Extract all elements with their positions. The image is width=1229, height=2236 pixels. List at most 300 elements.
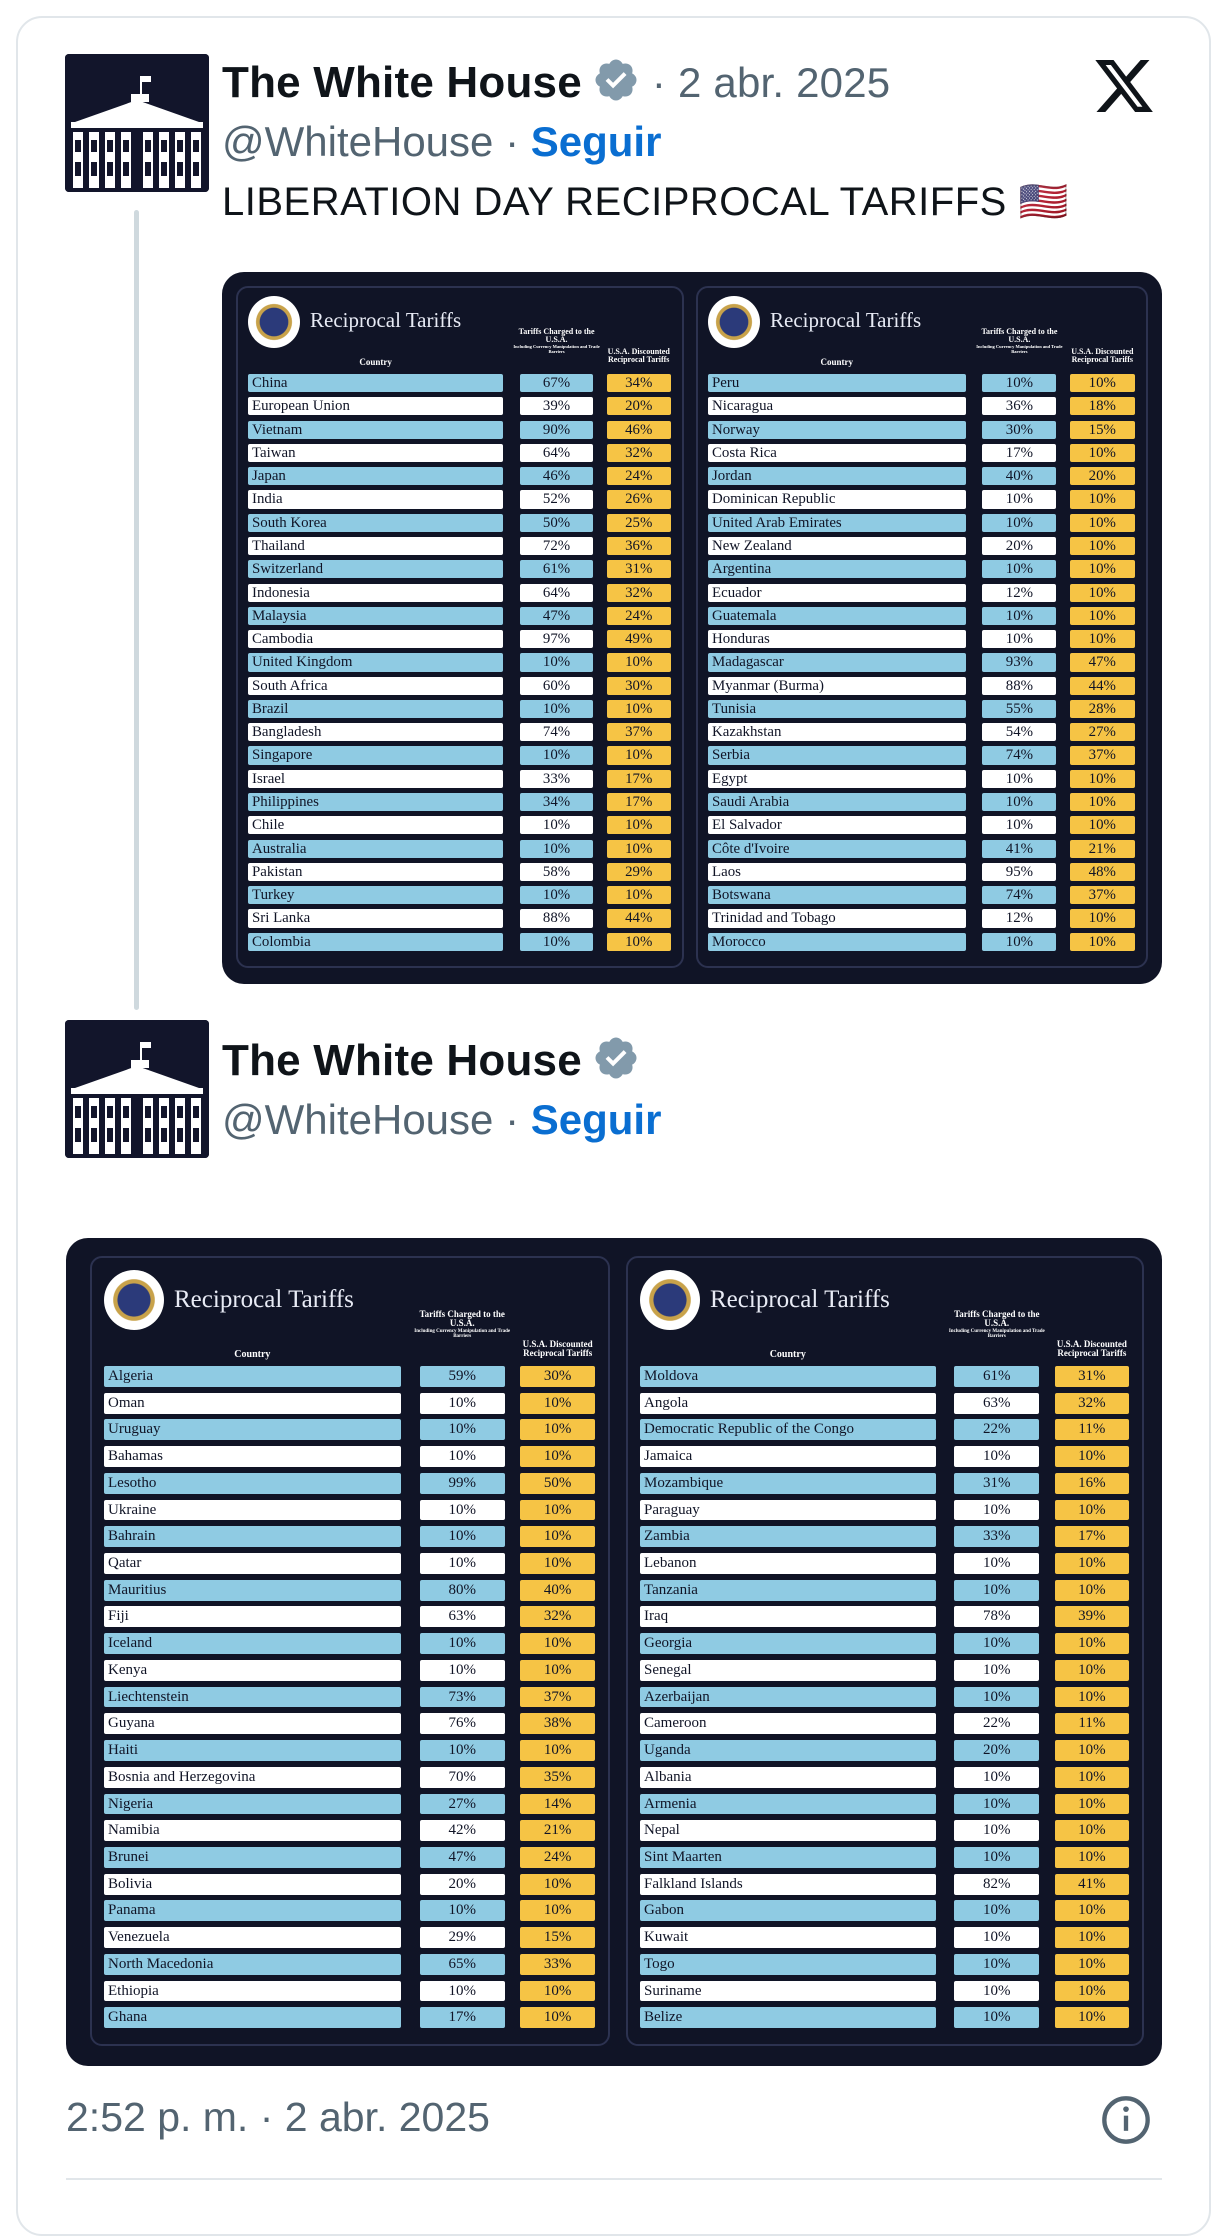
tariff-charged-cell: 10% <box>420 1900 505 1921</box>
discounted-tariff-cell: 10% <box>1055 2007 1130 2028</box>
country-cell: Ukraine <box>104 1500 401 1521</box>
discounted-tariff-cell: 41% <box>1055 1874 1130 1895</box>
country-cell: Serbia <box>708 746 966 764</box>
country-cell: Uruguay <box>104 1419 401 1440</box>
verified-badge-icon <box>592 1034 640 1093</box>
country-cell: Namibia <box>104 1820 401 1841</box>
tariff-charged-cell: 55% <box>982 700 1056 718</box>
discounted-tariff-cell: 28% <box>1070 700 1135 718</box>
avatar[interactable] <box>65 1020 209 1158</box>
discounted-tariff-cell: 10% <box>1055 1900 1130 1921</box>
discounted-tariff-cell: 10% <box>1070 584 1135 602</box>
country-cell: Qatar <box>104 1553 401 1574</box>
tariff-image-1[interactable] <box>222 272 1162 984</box>
discounted-tariff-cell: 10% <box>520 1874 595 1895</box>
tariff-charged-cell: 82% <box>954 1874 1039 1895</box>
country-cell: Chile <box>248 816 503 834</box>
tariff-charged-cell: 12% <box>982 584 1056 602</box>
discounted-tariff-cell: 10% <box>520 1633 595 1654</box>
discounted-column-header: U.S.A. Discounted Reciprocal Tariffs <box>1056 1339 1127 1359</box>
tariff-charged-cell: 90% <box>520 421 593 439</box>
tariff-charged-cell: 10% <box>982 816 1056 834</box>
country-cell: Norway <box>708 421 966 439</box>
tariff-charged-cell: 10% <box>420 1419 505 1440</box>
discounted-tariff-cell: 50% <box>520 1473 595 1494</box>
charged-header-label: Tariffs Charged to the U.S.A. <box>954 1309 1040 1329</box>
discounted-tariff-cell: 10% <box>1055 1633 1130 1654</box>
tariff-charged-cell: 33% <box>520 770 593 788</box>
board-title: Reciprocal Tariffs <box>770 308 922 332</box>
discounted-tariff-cell: 37% <box>520 1687 595 1708</box>
country-cell: Venezuela <box>104 1927 401 1948</box>
discounted-tariff-cell: 29% <box>607 863 671 881</box>
tariff-charged-cell: 73% <box>420 1687 505 1708</box>
country-cell: Switzerland <box>248 560 503 578</box>
tariff-charged-cell: 10% <box>520 746 593 764</box>
discounted-tariff-cell: 10% <box>1070 816 1135 834</box>
tariff-charged-cell: 10% <box>954 1794 1039 1815</box>
country-cell: Honduras <box>708 630 966 648</box>
discounted-tariff-cell: 10% <box>1055 1927 1130 1948</box>
country-cell: Albania <box>640 1767 936 1788</box>
tariff-charged-cell: 10% <box>954 1633 1039 1654</box>
tariff-charged-cell: 47% <box>520 607 593 625</box>
tariff-charged-cell: 36% <box>982 397 1056 415</box>
country-cell: Bosnia and Herzegovina <box>104 1767 401 1788</box>
discounted-tariff-cell: 10% <box>1055 1687 1130 1708</box>
country-cell: Oman <box>104 1393 401 1414</box>
country-column-header: Country <box>820 357 854 367</box>
country-cell: Ecuador <box>708 584 966 602</box>
discounted-tariff-cell: 10% <box>1070 793 1135 811</box>
country-cell: Japan <box>248 467 503 485</box>
country-cell: India <box>248 490 503 508</box>
country-cell: South Africa <box>248 677 503 695</box>
discounted-tariff-cell: 46% <box>607 421 671 439</box>
author-name[interactable]: The White House · 2 abr. 2025 <box>222 56 890 115</box>
tariff-charged-cell: 42% <box>420 1820 505 1841</box>
discounted-tariff-cell: 35% <box>520 1767 595 1788</box>
country-cell: Bolivia <box>104 1874 401 1895</box>
discounted-tariff-cell: 37% <box>1070 886 1135 904</box>
discounted-tariff-cell: 18% <box>1070 397 1135 415</box>
tariff-charged-cell: 46% <box>520 467 593 485</box>
country-cell: Sint Maarten <box>640 1847 936 1868</box>
country-cell: Taiwan <box>248 444 503 462</box>
discounted-tariff-cell: 10% <box>1055 1820 1130 1841</box>
discounted-tariff-cell: 26% <box>607 490 671 508</box>
discounted-tariff-cell: 10% <box>607 653 671 671</box>
tariff-charged-cell: 58% <box>520 863 593 881</box>
country-cell: Mozambique <box>640 1473 936 1494</box>
discounted-tariff-cell: 36% <box>607 537 671 555</box>
tariff-charged-cell: 74% <box>982 746 1056 764</box>
tariff-charged-cell: 74% <box>520 723 593 741</box>
country-cell: Botswana <box>708 886 966 904</box>
charged-header-label: Tariffs Charged to the U.S.A. <box>419 1309 505 1329</box>
charged-column-header <box>412 1310 513 1339</box>
country-cell: Senegal <box>640 1660 936 1681</box>
post-timestamp[interactable]: 2:52 p. m. · 2 abr. 2025 <box>66 2094 490 2140</box>
country-cell: New Zealand <box>708 537 966 555</box>
author-handle[interactable]: @WhiteHouse · Seguir <box>222 118 662 165</box>
discounted-column-header: U.S.A. Discounted Reciprocal Tariffs <box>607 347 670 365</box>
country-cell: Bahamas <box>104 1446 401 1467</box>
discounted-tariff-cell: 10% <box>1070 490 1135 508</box>
discounted-tariff-cell: 10% <box>1055 1553 1130 1574</box>
discounted-tariff-cell: 17% <box>607 770 671 788</box>
country-cell: Ghana <box>104 2007 401 2028</box>
discounted-tariff-cell: 10% <box>520 1393 595 1414</box>
tariff-board-1 <box>236 286 684 968</box>
discounted-tariff-cell: 32% <box>607 444 671 462</box>
discounted-tariff-cell: 20% <box>607 397 671 415</box>
country-cell: Madagascar <box>708 653 966 671</box>
country-cell: Nepal <box>640 1820 936 1841</box>
discounted-tariff-cell: 10% <box>520 1500 595 1521</box>
country-cell: Argentina <box>708 560 966 578</box>
country-cell: Guyana <box>104 1713 401 1734</box>
country-cell: South Korea <box>248 514 503 532</box>
country-cell: Moldova <box>640 1366 936 1387</box>
tariff-charged-cell: 10% <box>954 1900 1039 1921</box>
discounted-tariff-cell: 10% <box>1070 537 1135 555</box>
tariff-charged-cell: 93% <box>982 653 1056 671</box>
tariff-charged-cell: 27% <box>420 1794 505 1815</box>
country-cell: Australia <box>248 840 503 858</box>
country-cell: Guatemala <box>708 607 966 625</box>
discounted-tariff-cell: 10% <box>607 886 671 904</box>
tariff-charged-cell: 10% <box>520 840 593 858</box>
discounted-tariff-cell: 10% <box>520 1419 595 1440</box>
country-cell: Morocco <box>708 933 966 951</box>
country-cell: Saudi Arabia <box>708 793 966 811</box>
tariff-charged-cell: 22% <box>954 1419 1039 1440</box>
charged-column-header <box>946 1310 1047 1339</box>
country-cell: Democratic Republic of the Congo <box>640 1419 936 1440</box>
tariff-charged-cell: 10% <box>420 1446 505 1467</box>
charged-header-note: Including Currency Manipulation and Trade Barriers <box>948 1328 1045 1340</box>
country-cell: Egypt <box>708 770 966 788</box>
avatar[interactable] <box>65 54 209 192</box>
discounted-tariff-cell: 17% <box>607 793 671 811</box>
tariff-charged-cell: 50% <box>520 514 593 532</box>
tariff-charged-cell: 39% <box>520 397 593 415</box>
discounted-tariff-cell: 10% <box>1055 1954 1130 1975</box>
charged-header-note: Including Currency Manipulation and Trade Barriers <box>513 343 600 354</box>
tariff-charged-cell: 54% <box>982 723 1056 741</box>
country-cell: Kenya <box>104 1660 401 1681</box>
tariff-charged-cell: 10% <box>420 1393 505 1414</box>
discounted-tariff-cell: 10% <box>520 2007 595 2028</box>
verified-badge-icon <box>592 56 640 115</box>
discounted-tariff-cell: 27% <box>1070 723 1135 741</box>
country-cell: Nicaragua <box>708 397 966 415</box>
discounted-tariff-cell: 10% <box>1070 514 1135 532</box>
discounted-tariff-cell: 10% <box>520 1900 595 1921</box>
discounted-tariff-cell: 24% <box>520 1847 595 1868</box>
country-cell: Singapore <box>248 746 503 764</box>
country-cell: Bahrain <box>104 1526 401 1547</box>
tariff-charged-cell: 10% <box>954 1553 1039 1574</box>
divider <box>66 2178 1162 2180</box>
tariff-charged-cell: 10% <box>420 1740 505 1761</box>
country-cell: Togo <box>640 1954 936 1975</box>
tariff-charged-cell: 10% <box>420 1500 505 1521</box>
tariff-charged-cell: 97% <box>520 630 593 648</box>
tariff-charged-cell: 10% <box>982 560 1056 578</box>
country-cell: Bangladesh <box>248 723 503 741</box>
discounted-tariff-cell: 30% <box>607 677 671 695</box>
tariff-charged-cell: 34% <box>520 793 593 811</box>
author-name[interactable]: The White House <box>222 1034 640 1093</box>
country-cell: Peru <box>708 374 966 392</box>
tariff-board-3 <box>90 1256 610 2046</box>
discounted-tariff-cell: 10% <box>1070 607 1135 625</box>
discounted-tariff-cell: 34% <box>607 374 671 392</box>
tariff-charged-cell: 17% <box>982 444 1056 462</box>
tariff-charged-cell: 10% <box>954 2007 1039 2028</box>
country-cell: Costa Rica <box>708 444 966 462</box>
tariff-charged-cell: 10% <box>954 1660 1039 1681</box>
country-cell: Brunei <box>104 1847 401 1868</box>
discounted-tariff-cell: 44% <box>1070 677 1135 695</box>
country-cell: Suriname <box>640 1981 936 2002</box>
discounted-tariff-cell: 10% <box>1055 1660 1130 1681</box>
country-cell: El Salvador <box>708 816 966 834</box>
tariff-charged-cell: 33% <box>954 1526 1039 1547</box>
tariff-charged-cell: 29% <box>420 1927 505 1948</box>
tariff-charged-cell: 20% <box>954 1740 1039 1761</box>
country-cell: Georgia <box>640 1633 936 1654</box>
country-cell: United Arab Emirates <box>708 514 966 532</box>
country-cell: Zambia <box>640 1526 936 1547</box>
discounted-tariff-cell: 32% <box>1055 1393 1130 1414</box>
discounted-tariff-cell: 10% <box>520 1660 595 1681</box>
tariff-charged-cell: 80% <box>420 1580 505 1601</box>
country-cell: Cambodia <box>248 630 503 648</box>
tariff-charged-cell: 20% <box>420 1874 505 1895</box>
country-cell: Dominican Republic <box>708 490 966 508</box>
author-handle[interactable]: @WhiteHouse · Seguir <box>222 1096 662 1143</box>
tariff-charged-cell: 76% <box>420 1713 505 1734</box>
discounted-tariff-cell: 20% <box>1070 467 1135 485</box>
tariff-charged-cell: 10% <box>954 1954 1039 1975</box>
discounted-tariff-cell: 37% <box>1070 746 1135 764</box>
country-cell: Iraq <box>640 1606 936 1627</box>
discounted-tariff-cell: 10% <box>1055 1767 1130 1788</box>
discounted-tariff-cell: 17% <box>1055 1526 1130 1547</box>
country-cell: Thailand <box>248 537 503 555</box>
follow-button[interactable]: Seguir <box>530 118 662 165</box>
tariff-image-2[interactable] <box>66 1238 1162 2066</box>
charged-header-note: Including Currency Manipulation and Trade Barriers <box>976 343 1063 354</box>
discounted-tariff-cell: 15% <box>520 1927 595 1948</box>
tariff-charged-cell: 52% <box>520 490 593 508</box>
country-cell: Azerbaijan <box>640 1687 936 1708</box>
country-cell: Turkey <box>248 886 503 904</box>
tariff-charged-cell: 10% <box>954 1847 1039 1868</box>
discounted-tariff-cell: 40% <box>520 1580 595 1601</box>
country-cell: Tanzania <box>640 1580 936 1601</box>
tariff-board-4 <box>626 1256 1144 2046</box>
charged-column-header <box>512 328 601 354</box>
discounted-tariff-cell: 10% <box>520 1526 595 1547</box>
discounted-tariff-cell: 24% <box>607 467 671 485</box>
discounted-tariff-cell: 10% <box>520 1553 595 1574</box>
discounted-tariff-cell: 10% <box>520 1446 595 1467</box>
tariff-charged-cell: 10% <box>982 514 1056 532</box>
country-cell: Laos <box>708 863 966 881</box>
tariff-charged-cell: 10% <box>954 1500 1039 1521</box>
discounted-tariff-cell: 10% <box>1070 560 1135 578</box>
country-cell: Myanmar (Burma) <box>708 677 966 695</box>
country-cell: Colombia <box>248 933 503 951</box>
us-flag-emoji: 🇺🇸 <box>1018 180 1069 224</box>
discounted-tariff-cell: 15% <box>1070 421 1135 439</box>
discounted-tariff-cell: 10% <box>1055 1847 1130 1868</box>
discounted-tariff-cell: 11% <box>1055 1713 1130 1734</box>
tariff-charged-cell: 10% <box>420 1660 505 1681</box>
presidential-seal-icon <box>248 296 300 348</box>
presidential-seal-icon <box>708 296 760 348</box>
tariff-charged-cell: 10% <box>954 1767 1039 1788</box>
tariff-charged-cell: 10% <box>982 607 1056 625</box>
tariff-charged-cell: 10% <box>954 1981 1039 2002</box>
discounted-tariff-cell: 10% <box>520 1981 595 2002</box>
charged-column-header <box>974 328 1064 354</box>
discounted-tariff-cell: 10% <box>607 816 671 834</box>
tariff-charged-cell: 60% <box>520 677 593 695</box>
discounted-tariff-cell: 10% <box>1070 770 1135 788</box>
country-cell: European Union <box>248 397 503 415</box>
presidential-seal-icon <box>640 1270 700 1330</box>
country-cell: Lebanon <box>640 1553 936 1574</box>
country-cell: Malaysia <box>248 607 503 625</box>
country-cell: Falkland Islands <box>640 1874 936 1895</box>
charged-header-label: Tariffs Charged to the U.S.A. <box>518 327 595 345</box>
discounted-tariff-cell: 10% <box>1055 1981 1130 2002</box>
tariff-charged-cell: 61% <box>954 1366 1039 1387</box>
country-cell: Mauritius <box>104 1580 401 1601</box>
country-column-header: Country <box>359 357 392 367</box>
tariff-charged-cell: 10% <box>520 700 593 718</box>
discounted-tariff-cell: 10% <box>607 933 671 951</box>
tariff-charged-cell: 10% <box>982 793 1056 811</box>
tariff-charged-cell: 10% <box>420 1526 505 1547</box>
tariff-charged-cell: 10% <box>954 1446 1039 1467</box>
country-cell: Haiti <box>104 1740 401 1761</box>
country-cell: Jamaica <box>640 1446 936 1467</box>
tariff-charged-cell: 65% <box>420 1954 505 1975</box>
discounted-tariff-cell: 37% <box>607 723 671 741</box>
discounted-tariff-cell: 10% <box>1055 1580 1130 1601</box>
country-cell: Nigeria <box>104 1794 401 1815</box>
discounted-column-header: U.S.A. Discounted Reciprocal Tariffs <box>1071 347 1134 365</box>
tariff-charged-cell: 40% <box>982 467 1056 485</box>
tariff-charged-cell: 99% <box>420 1473 505 1494</box>
tariff-charged-cell: 10% <box>982 770 1056 788</box>
country-cell: Pakistan <box>248 863 503 881</box>
tariff-charged-cell: 47% <box>420 1847 505 1868</box>
discounted-tariff-cell: 25% <box>607 514 671 532</box>
country-cell: Paraguay <box>640 1500 936 1521</box>
tariff-charged-cell: 63% <box>420 1606 505 1627</box>
country-cell: United Kingdom <box>248 653 503 671</box>
tariff-charged-cell: 10% <box>982 630 1056 648</box>
post-date[interactable]: · 2 abr. 2025 <box>651 59 891 107</box>
country-cell: Cameroon <box>640 1713 936 1734</box>
country-cell: Fiji <box>104 1606 401 1627</box>
white-house-logo-icon <box>65 54 209 192</box>
discounted-tariff-cell: 10% <box>1070 374 1135 392</box>
discounted-tariff-cell: 10% <box>520 1740 595 1761</box>
tariff-charged-cell: 10% <box>420 1633 505 1654</box>
info-icon[interactable] <box>1100 2094 1152 2151</box>
country-cell: Israel <box>248 770 503 788</box>
tariff-charged-cell: 22% <box>954 1713 1039 1734</box>
country-column-header: Country <box>769 1349 806 1360</box>
tariff-charged-cell: 70% <box>420 1767 505 1788</box>
country-cell: Ethiopia <box>104 1981 401 2002</box>
country-cell: Sri Lanka <box>248 909 503 927</box>
tariff-charged-cell: 10% <box>954 1687 1039 1708</box>
discounted-tariff-cell: 30% <box>520 1366 595 1387</box>
country-cell: Iceland <box>104 1633 401 1654</box>
country-cell: China <box>248 374 503 392</box>
discounted-tariff-cell: 10% <box>1070 630 1135 648</box>
tariff-charged-cell: 30% <box>982 421 1056 439</box>
tariff-charged-cell: 10% <box>520 653 593 671</box>
follow-button[interactable]: Seguir <box>530 1096 662 1143</box>
discounted-tariff-cell: 39% <box>1055 1606 1130 1627</box>
x-logo-icon[interactable] <box>1092 54 1156 123</box>
discounted-tariff-cell: 32% <box>520 1606 595 1627</box>
tariff-charged-cell: 59% <box>420 1366 505 1387</box>
country-cell: Belize <box>640 2007 936 2028</box>
country-cell: Armenia <box>640 1794 936 1815</box>
tariff-charged-cell: 64% <box>520 444 593 462</box>
country-cell: Panama <box>104 1900 401 1921</box>
tariff-charged-cell: 67% <box>520 374 593 392</box>
country-cell: Liechtenstein <box>104 1687 401 1708</box>
tariff-charged-cell: 20% <box>982 537 1056 555</box>
charged-header-label: Tariffs Charged to the U.S.A. <box>981 327 1058 345</box>
tariff-charged-cell: 64% <box>520 584 593 602</box>
tariff-charged-cell: 10% <box>982 490 1056 508</box>
tariff-charged-cell: 10% <box>954 1927 1039 1948</box>
tariff-charged-cell: 74% <box>982 886 1056 904</box>
country-cell: Indonesia <box>248 584 503 602</box>
presidential-seal-icon <box>104 1270 164 1330</box>
discounted-tariff-cell: 31% <box>1055 1366 1130 1387</box>
tariff-charged-cell: 17% <box>420 2007 505 2028</box>
discounted-tariff-cell: 10% <box>1055 1740 1130 1761</box>
discounted-tariff-cell: 10% <box>1070 444 1135 462</box>
discounted-tariff-cell: 10% <box>1070 909 1135 927</box>
tariff-charged-cell: 63% <box>954 1393 1039 1414</box>
white-house-logo-icon <box>65 1020 209 1158</box>
tariff-charged-cell: 88% <box>982 677 1056 695</box>
discounted-column-header: U.S.A. Discounted Reciprocal Tariffs <box>522 1339 593 1359</box>
tariff-charged-cell: 41% <box>982 840 1056 858</box>
tariff-charged-cell: 10% <box>954 1820 1039 1841</box>
discounted-tariff-cell: 49% <box>607 630 671 648</box>
tweet-text: LIBERATION DAY RECIPROCAL TARIFFS 🇺🇸 <box>222 180 1069 224</box>
charged-header-note: Including Currency Manipulation and Trade Barriers <box>414 1328 511 1340</box>
discounted-tariff-cell: 48% <box>1070 863 1135 881</box>
board-title: Reciprocal Tariffs <box>174 1286 354 1313</box>
